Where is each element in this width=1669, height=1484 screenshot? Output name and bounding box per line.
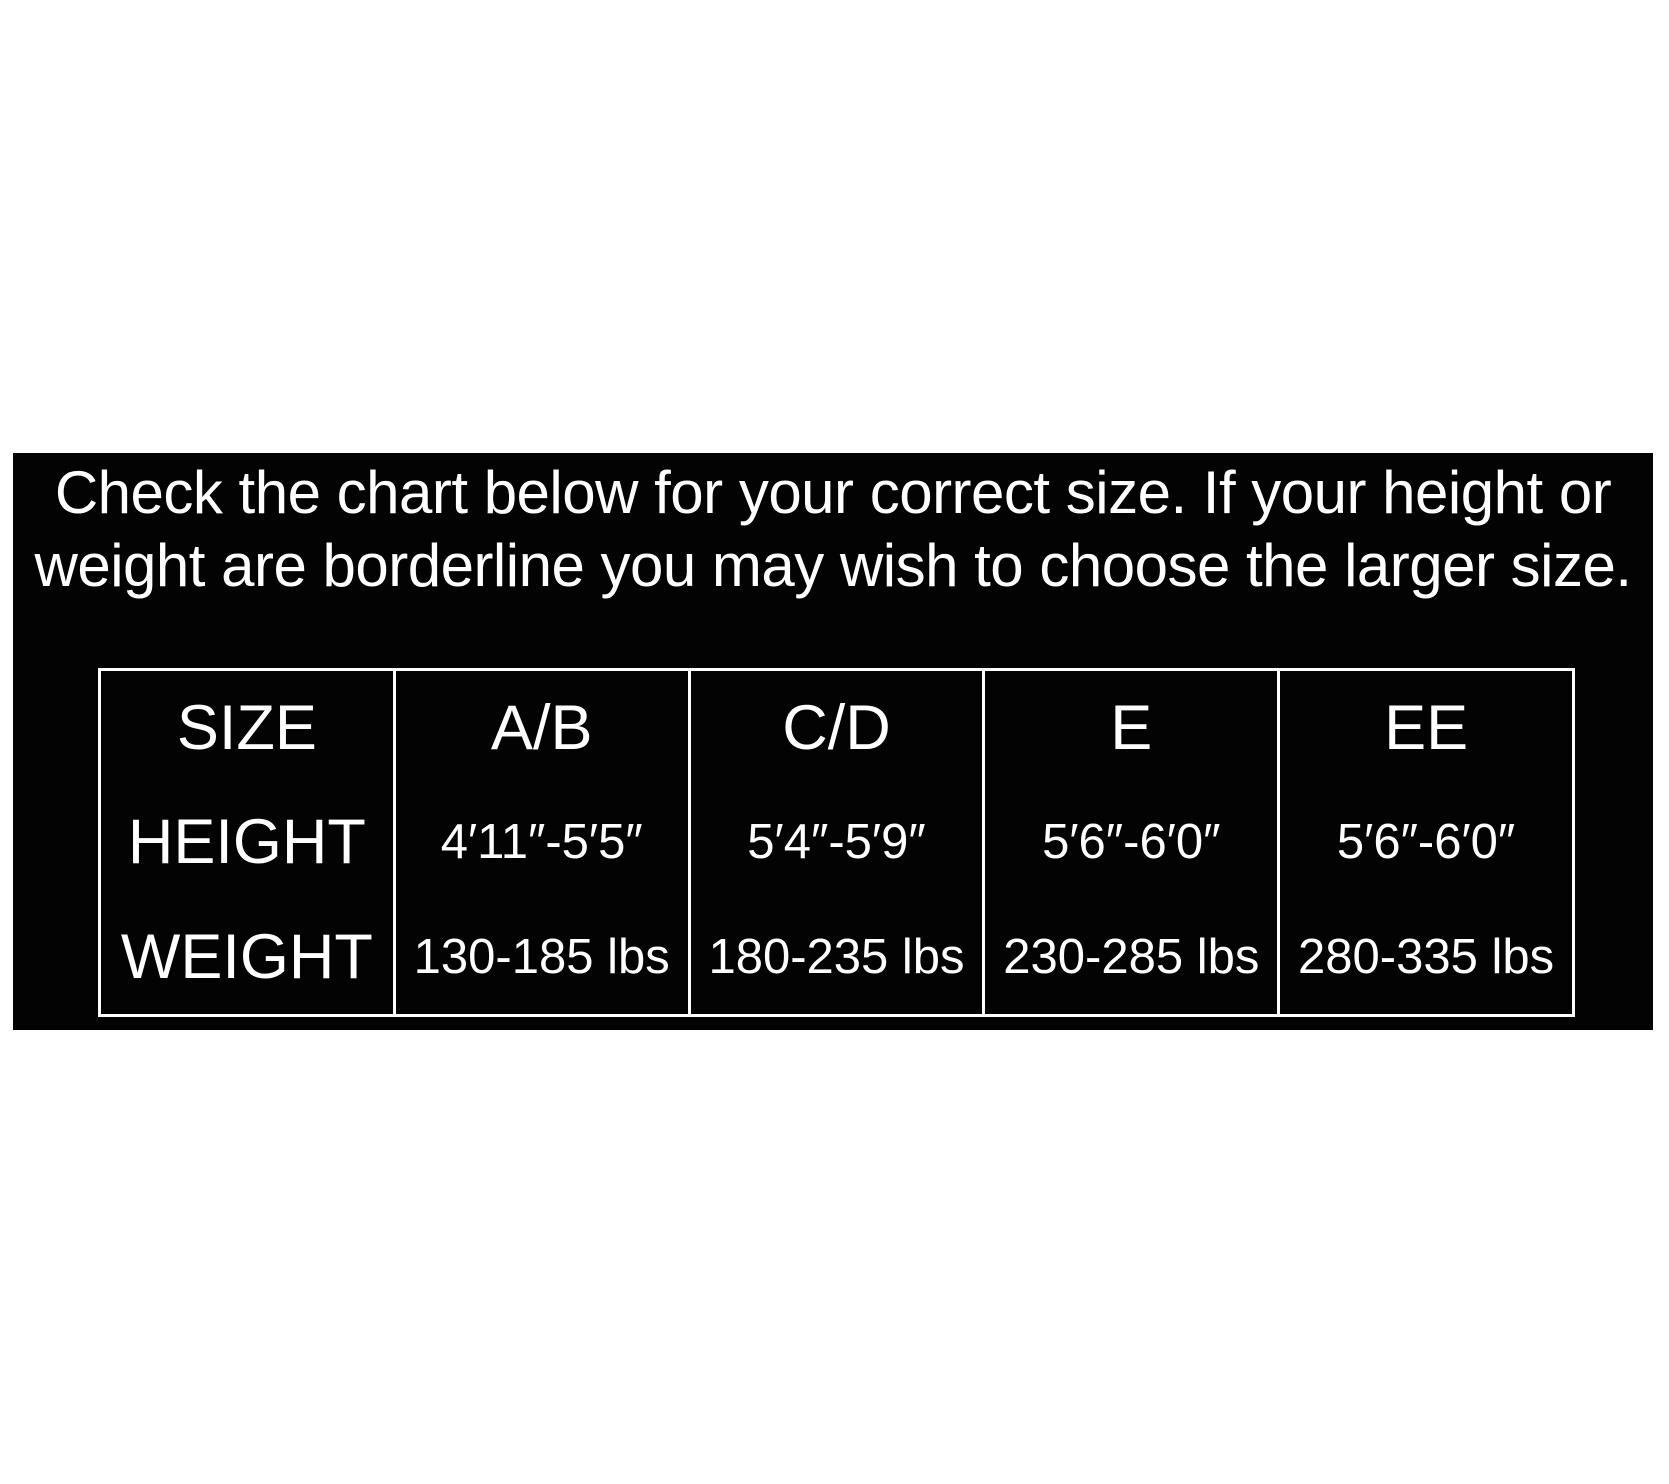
height-value-e: 5′6″-6′0″ [1042, 815, 1221, 870]
weight-value-ee: 280-335 lbs [1298, 929, 1555, 984]
size-table [98, 668, 1575, 1017]
intro-line-1: Check the chart below for your correct size. If your height or [54, 459, 1612, 526]
label-column [101, 671, 393, 1014]
column-size-cd [688, 671, 983, 1014]
size-header-ab: A/B [490, 693, 593, 764]
size-header-cd: C/D [782, 693, 891, 764]
height-value-ee: 5′6″-6′0″ [1336, 815, 1516, 870]
column-size-ee [1277, 671, 1572, 1014]
column-size-ab [393, 671, 688, 1014]
row-label-weight: WEIGHT [120, 921, 373, 992]
height-value-ab: 4′11″-5′5″ [440, 815, 643, 870]
weight-value-e: 230-285 lbs [1003, 929, 1260, 984]
size-header-ee: EE [1384, 693, 1469, 764]
intro-text [13, 456, 1653, 602]
column-size-e [982, 671, 1277, 1014]
size-chart-panel [13, 453, 1653, 1030]
size-header-e: E [1110, 693, 1153, 764]
weight-value-cd: 180-235 lbs [708, 929, 965, 984]
height-value-cd: 5′4″-5′9″ [747, 815, 926, 870]
intro-line-2: weight are borderline you may wish to choose the larger size. [34, 532, 1632, 599]
weight-value-ab: 130-185 lbs [413, 929, 670, 984]
corner-label-size: SIZE [176, 693, 317, 764]
row-label-height: HEIGHT [127, 807, 366, 878]
